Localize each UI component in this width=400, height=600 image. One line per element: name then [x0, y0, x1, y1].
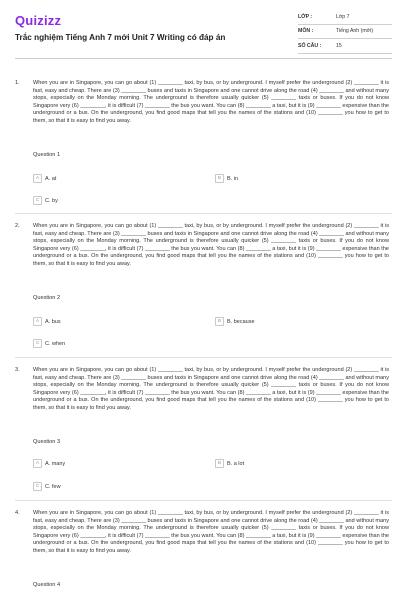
question-number: 4.: [15, 510, 20, 516]
option-text: C. few: [45, 483, 61, 490]
option-text: A. bus: [45, 318, 61, 325]
meta-value: Tiếng Anh (mới): [336, 28, 373, 35]
option-a[interactable]: [33, 174, 56, 183]
option-letter-box: C: [33, 482, 42, 491]
quizizz-logo: Quizizz: [15, 13, 62, 28]
question-divider: [15, 500, 392, 501]
meta-label: SỐ CÂU :: [298, 42, 322, 49]
option-letter-box: B: [215, 459, 224, 468]
option-c[interactable]: [33, 339, 65, 348]
option-text: A. at: [45, 175, 57, 182]
question-label: Question 3: [33, 439, 61, 445]
quiz-meta-table: [298, 10, 392, 54]
option-letter-box: A: [33, 317, 42, 326]
question-passage: When you are in Singapore, you can go about (1) ________ taxi, by bus, or by underground. I myself prefer the underground (2) ________ it is fast, easy and cheap. There are (3) ________ buses and taxis in Singapore and one cannot drive along the road (4) ________ and without many stops, especially on the Monday morning. The underground is therefore usually quicker (5) ________ taxis or buses. If you do not know Singapore very (6) ________, it is difficult (7) ________ the bus you want. You can (8) ________ a taxi, but it is (9) ________ expensive than the underground or a bus. On the underground, you find good maps that tell you the names of the stations and (10) ________ you how to get to them, so that it is easy to find you away.: [33, 223, 389, 267]
option-text: B. in: [227, 175, 239, 182]
option-letter-box: B: [215, 317, 224, 326]
meta-row-count: [298, 39, 392, 54]
meta-label: MÔN :: [298, 28, 314, 35]
option-text: B. a lot: [227, 460, 245, 467]
question-label: Question 4: [33, 582, 61, 588]
header-divider: [15, 58, 392, 59]
question-number: 1.: [15, 80, 20, 86]
option-text: A. many: [45, 460, 66, 467]
option-a[interactable]: [33, 459, 65, 468]
option-b[interactable]: [215, 317, 255, 326]
option-letter-box: B: [215, 174, 224, 183]
question-passage: When you are in Singapore, you can go about (1) ________ taxi, by bus, or by underground. I myself prefer the underground (2) ________ it is fast, easy and cheap. There are (3) ________ buses and taxis in Singapore and one cannot drive along the road (4) ________ and without many stops, especially on the Monday morning. The underground is therefore usually quicker (5) ________ taxis or buses. If you do not know Singapore very (6) ________, it is difficult (7) ________ the bus you want. You can (8) ________ a taxi, but it is (9) ________ expensive than the underground or a bus. On the underground, you find good maps that tell you the names of the stations and (10) ________ you how to get to them, so that it is easy to find you away.: [33, 367, 389, 411]
page-title: Trắc nghiệm Tiếng Anh 7 mới Unit 7 Writing có đáp án: [15, 33, 226, 42]
option-letter-box: A: [33, 459, 42, 468]
option-c[interactable]: [33, 482, 61, 491]
option-a[interactable]: [33, 317, 61, 326]
option-b[interactable]: [215, 174, 238, 183]
question-label: Question 2: [33, 295, 61, 301]
question-number: 2.: [15, 223, 20, 229]
option-letter-box: C: [33, 339, 42, 348]
question-label: Question 1: [33, 152, 61, 158]
option-text: B. because: [227, 318, 255, 325]
question-passage: When you are in Singapore, you can go about (1) ________ taxi, by bus, or by underground. I myself prefer the underground (2) ________ it is fast, easy and cheap. There are (3) ________ buses and taxis in Singapore and one cannot drive along the road (4) ________ and without many stops, especially on the Monday morning. The underground is therefore usually quicker (5) ________ taxis or buses. If you do not know Singapore very (6) ________, it is difficult (7) ________ the bus you want. You can (8) ________ a taxi, but it is (9) ________ expensive than the underground or a bus. On the underground, you find good maps that tell you the names of the stations and (10) ________ you how to get to them, so that it is easy to find you away.: [33, 510, 389, 554]
option-c[interactable]: [33, 196, 58, 205]
question-number: 3.: [15, 367, 20, 373]
meta-value: 15: [336, 42, 342, 49]
option-text: C. when: [45, 340, 66, 347]
option-text: C. by: [45, 197, 58, 204]
option-letter-box: A: [33, 174, 42, 183]
option-b[interactable]: [215, 459, 244, 468]
question-divider: [15, 213, 392, 214]
meta-row-class: [298, 10, 392, 25]
question-passage: When you are in Singapore, you can go about (1) ________ taxi, by bus, or by underground. I myself prefer the underground (2) ________ it is fast, easy and cheap. There are (3) ________ buses and taxis in Singapore and one cannot drive along the road (4) ________ and without many stops, especially on the Monday morning. The underground is therefore usually quicker (5) ________ taxis or buses. If you do not know Singapore very (6) ________, it is difficult (7) ________ the bus you want. You can (8) ________ a taxi, but it is (9) ________ expensive than the underground or a bus. On the underground, you find good maps that tell you the names of the stations and (10) ________ you how to get to them, so that it is easy to find you away.: [33, 80, 389, 124]
question-divider: [15, 357, 392, 358]
meta-value: Lớp 7: [336, 13, 350, 20]
option-letter-box: C: [33, 196, 42, 205]
meta-row-subject: [298, 25, 392, 40]
meta-label: LỚP :: [298, 13, 313, 20]
